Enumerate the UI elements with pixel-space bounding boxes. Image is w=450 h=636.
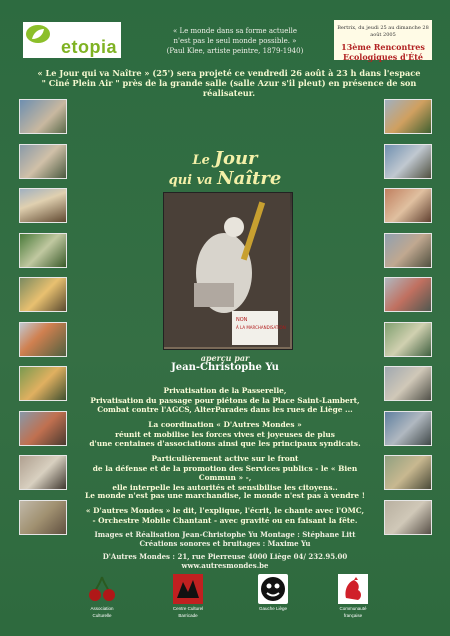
paragraph-line: Le monde n'est pas une marchandise, le monde n'est pas à vendre ! (85, 491, 365, 500)
author-name: Jean-Christophe Yu (171, 362, 279, 373)
credits-line: Images et Réalisation Jean-Christophe Yu Montage : Stéphane Litt (94, 530, 356, 539)
sculpture-figure (164, 193, 290, 347)
event-name: 13ème Rencontres Ecologiques d'Été (341, 42, 425, 62)
cherry-icon (87, 574, 117, 604)
paragraph-line: d'une centaines d'associations ainsi que les principaux syndicats. (89, 439, 361, 449)
barricade-logo[interactable] (168, 574, 208, 618)
photo-thumbnail (384, 322, 432, 357)
quote-attribution: (Paul Klee, artiste peintre, 1879-1940) (166, 47, 304, 55)
svg-text:À LA MARCHANDISATION: À LA MARCHANDISATION (236, 325, 286, 330)
title-le: Le (192, 153, 210, 168)
photo-thumbnail (19, 500, 67, 535)
klee-quote (160, 26, 310, 56)
event-dates: Bertrix, du jeudi 25 au dimanche 28 août 2005 (337, 25, 429, 38)
leaf-icon (26, 25, 50, 43)
photo-thumbnail (19, 277, 67, 312)
paragraph-line: Privatisation du passage pour piétons de la Place Saint-Lambert, (90, 395, 360, 405)
photo-thumbnail (384, 500, 432, 535)
contact-line[interactable]: D'Autres Mondes : 21, rue Pierreuse 4000 Liège 04/ 232.95.00 www.autresmondes.be (102, 552, 348, 570)
photo-thumbnail (19, 322, 67, 357)
photo-thumbnail (384, 99, 432, 134)
quote-line: « Le monde dans sa forme actuelle (172, 27, 298, 35)
photo-thumbnail (19, 99, 67, 134)
event-badge (334, 20, 432, 60)
paragraph (80, 420, 370, 449)
title-jour: Jour (214, 148, 258, 169)
photo-thumbnail (19, 144, 67, 179)
title-naitre: Naître (217, 168, 282, 189)
photo-thumbnail (19, 233, 67, 268)
photo-thumbnail (384, 366, 432, 401)
left-photo-column (19, 99, 67, 544)
announce-line: " Ciné Plein Air " près de la grande salle (salle Azur s'il pleut) en présence de son réalisateur. (41, 78, 417, 98)
photo-thumbnail (384, 233, 432, 268)
communaute-francaise-logo[interactable] (333, 574, 373, 618)
paragraph-line: Particulièrement active sur le front (151, 454, 299, 463)
film-title-line1 (150, 148, 300, 169)
rooster-icon (338, 574, 368, 604)
logo-caption: française (343, 613, 363, 618)
photo-thumbnail (384, 455, 432, 490)
paragraph-line: réunit et mobilise les forces vives et joyeuses de plus (115, 429, 335, 439)
screening-announcement (24, 68, 434, 98)
photo-thumbnail (384, 188, 432, 223)
logo-caption: Barricade (178, 613, 198, 618)
credits-line: Créations sonores et bruitages : Maxime Yu (139, 539, 311, 548)
photo-thumbnail (19, 366, 67, 401)
paragraph (80, 454, 370, 492)
acpr-logo[interactable] (82, 574, 122, 618)
announce-line: « Le Jour qui va Naître » (25') sera projeté ce vendredi 26 août à 23 h dans l'espace (37, 68, 421, 78)
etopia-logo[interactable] (23, 22, 121, 58)
paragraph-line: La coordination « D'Autres Mondes » (148, 420, 302, 429)
logo-caption: Communauté (339, 606, 367, 611)
quote-line: n'est pas le seul monde possible. » (173, 37, 297, 45)
photo-thumbnail (19, 411, 67, 446)
face-icon (258, 574, 288, 604)
apercu-label: aperçu par (200, 353, 250, 363)
photo-thumbnail (384, 277, 432, 312)
logo-caption: Culturelle (92, 613, 112, 618)
photo-thumbnail (19, 455, 67, 490)
paragraph-line: elle interpelle les autorités et sensibilise les citoyens.. (112, 482, 338, 492)
photo-thumbnail (19, 188, 67, 223)
credits (80, 530, 370, 570)
logo-caption: Association (90, 606, 114, 611)
photo-thumbnail (384, 411, 432, 446)
barricade-icon (173, 574, 203, 604)
photo-thumbnail (384, 144, 432, 179)
paragraph-line: Privatisation de la Passerelle, (163, 386, 287, 395)
logo-caption: Centre Culturel (172, 606, 204, 611)
logo-brand: etopia (61, 37, 118, 57)
paragraph-line: - Orchestre Mobile Chantant - avec gravité ou en faisant la fête. (92, 515, 358, 525)
central-photo (163, 192, 293, 350)
svg-text:NON: NON (236, 317, 248, 323)
right-photo-column (384, 99, 432, 544)
paragraph (80, 386, 370, 415)
paragraph (80, 491, 370, 501)
paragraph-line: « D'autres Mondes » le dit, l'explique, l'écrit, le chante avec l'OMC, (85, 506, 365, 515)
film-title-line2 (150, 168, 300, 189)
logo-caption: Gauche Liège (258, 606, 288, 611)
title-qui-va: qui va (168, 173, 213, 188)
paragraph-line: de la défense et de la promotion des Services publics - le « Bien Commun » -, (92, 463, 358, 483)
gauche-liege-logo[interactable] (253, 574, 293, 611)
paragraph-line: Combat contre l'AGCS, AlterParades dans les rues de Liège ... (97, 405, 353, 415)
paragraph (80, 506, 370, 525)
